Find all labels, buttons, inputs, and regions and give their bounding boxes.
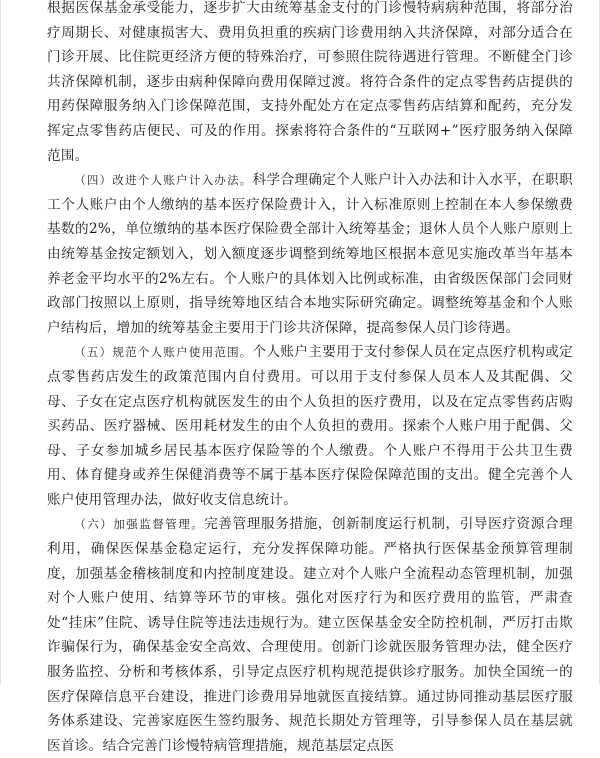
section-heading-4: （四）改进个人账户计入办法。	[74, 173, 253, 188]
paragraph-supervision	[47, 512, 573, 758]
paragraph-outpatient-coverage	[47, 0, 573, 168]
paragraph-text: 科学合理确定个人账户计入办法和计入水平，在职职工个人账户由个人缴纳的基本医疗保险费计入，计入标准原则上控制在本人参保缴费基数的2%，单位缴纳的基本医疗保险费全部计入统筹基金；退休人员个人账户原则上由统筹基金按定额划入，划入额度逐步调整到统筹地区根据本意见实施改革当年基本养老金平均水平的2%左右。个人账户的具体划入比例或标准，由省级医保部门会同财政部门按照以上原则，指导统筹地区结合本地实际研究确定。调整统筹基金和个人账户结构后，增加的统筹基金主要用于门诊共济保障，提高参保人员门诊待遇。	[47, 172, 573, 336]
paragraph-personal-account-usage	[47, 340, 573, 512]
paragraph-text: 个人账户主要用于支付参保人员在定点医疗机构或定点零售药店发生的政策范围内自付费用。可以用于支付参保人员本人及其配偶、父母、子女在定点医疗机构就医发生的由个人负担的医疗费用，以及在定点零售药店购买药品、医疗器械、医用耗材发生的由个人负担的费用。探索个人账户用于配偶、父母、子女参加城乡居民基本医疗保险等的个人缴费。个人账户不得用于公共卫生费用、体育健身或养生保健消费等不属于基本医疗保险保障范围的支出。健全完善个人账户使用管理办法，做好收支信息统计。	[47, 344, 573, 508]
paragraph-text: 根据医保基金承受能力，逐步扩大由统筹基金支付的门诊慢特病病种范围，将部分治疗周期长、对健康损害大、费用负担重的疾病门诊费用纳入共济保障，对部分适合在门诊开展、比住院更经济方便的特殊治疗，可参照住院待遇进行管理。不断健全门诊共济保障机制，逐步由病种保障向费用保障过渡。将符合条件的定点零售药店提供的用药保障服务纳入门诊保障范围，支持外配处方在定点零售药店结算和配药，充分发挥定点零售药店便民、可及的作用。探索将符合条件的“互联网+”医疗服务纳入保障范围。	[47, 0, 573, 164]
paragraph-personal-account-contribution	[47, 168, 573, 340]
section-heading-6: （六）加强监督管理。	[74, 517, 205, 532]
section-heading-5: （五）规范个人账户使用范围。	[74, 345, 253, 360]
paragraph-text: 完善管理服务措施，创新制度运行机制，引导医疗资源合理利用，确保医保基金稳定运行，充分发挥保障功能。严格执行医保基金预算管理制度，加强基金稽核制度和内控制度建设。建立对个人账户全流程动态管理机制，加强对个人账户使用、结算等环节的审核。强化对医疗行为和医疗费用的监管，严肃查处“挂床”住院、诱导住院等违法违规行为。建立医保基金安全防控机制，严厉打击欺诈骗保行为，确保基金安全高效、合理使用。创新门诊就医服务管理办法，健全医疗服务监控、分析和考核体系，引导定点医疗机构规范提供诊疗服务。加快全国统一的医疗保障信息平台建设，推进门诊费用异地就医直接结算。通过协同推动基层医疗服务体系建设、完善家庭医生签约服务、规范长期处方管理等，引导参保人员在基层就医首诊。结合完善门诊慢特病管理措施，规范基层定点医	[47, 516, 573, 754]
